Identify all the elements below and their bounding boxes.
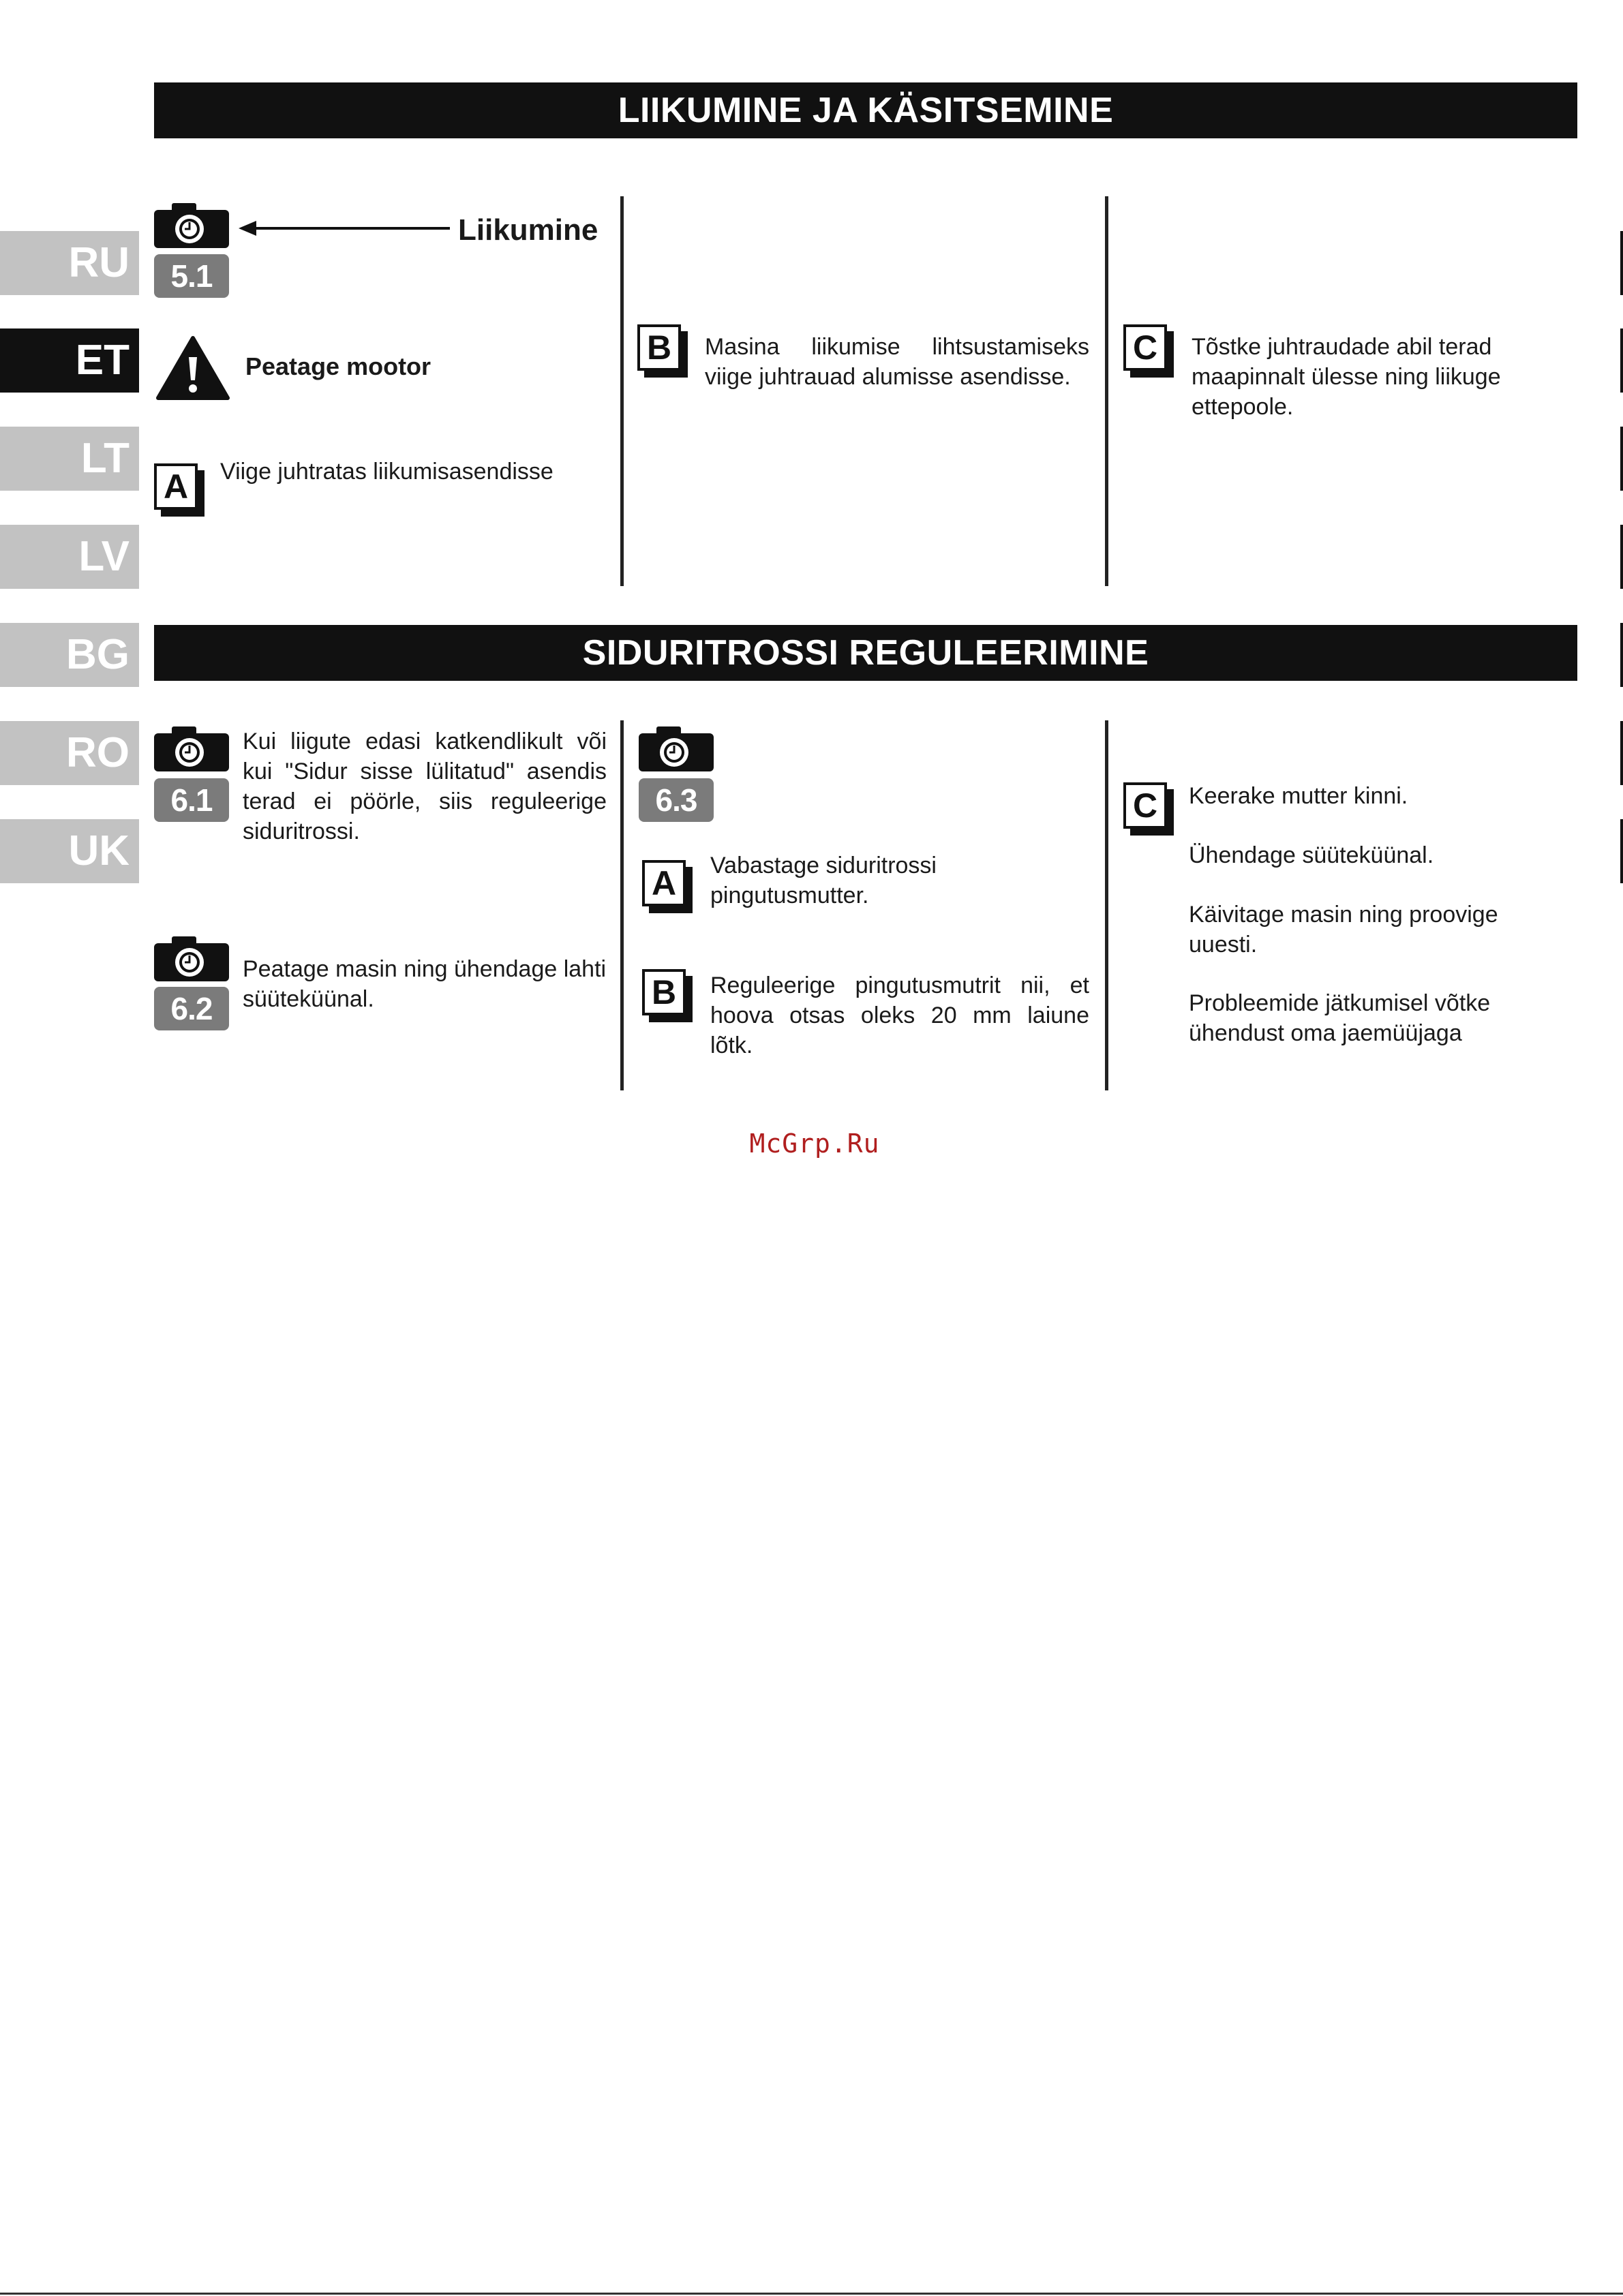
camera-icon: [639, 726, 714, 771]
lang-tab-et[interactable]: ET: [0, 328, 139, 393]
step-text: Masina liikumise lihtsustamiseks viige juhtrauad alumisse asendisse.: [705, 334, 1089, 390]
column-divider: [620, 720, 624, 1090]
lang-tab-uk[interactable]: UK: [0, 819, 139, 883]
step-text: Keerake mutter kinni.: [1189, 783, 1408, 809]
step-letter-box: B: [642, 969, 686, 1015]
lang-tab-ro[interactable]: RO: [0, 721, 139, 785]
callout-arrow: [254, 227, 450, 230]
step-text: Reguleerige pingutusmutrit nii, et hoova otsas oleks 20 mm laiune lõtk.: [710, 973, 1089, 1058]
step-text: Vabastage siduritrossi pingutusmutter.: [710, 853, 937, 908]
step-letter-box: C: [1123, 324, 1167, 371]
camera-icon: [154, 726, 229, 771]
warning-text: Peatage mootor: [245, 352, 431, 380]
instruction-text: Käivitage masin ning proovige uuesti.: [1189, 902, 1498, 958]
step-letter-box: C: [1123, 782, 1167, 829]
photo-caption: Kui liigute edasi katkendlikult või kui "Sidur sisse lülitatud" asendis terad ei pöörle, siis reguleerige siduritrossi.: [243, 729, 607, 844]
camera-icon: [154, 936, 229, 981]
section-title-clutch: SIDURITROSSI REGULEERIMINE: [154, 625, 1577, 681]
page-bottom-rule: [0, 2293, 1623, 2295]
edge-tick: [1620, 721, 1623, 785]
column-divider: [1105, 196, 1108, 586]
edge-tick: [1620, 623, 1623, 687]
photo-number-badge: 6.1: [154, 778, 229, 822]
photo-number-badge: 6.2: [154, 987, 229, 1030]
edge-tick: [1620, 231, 1623, 295]
photo-number-badge: 6.3: [639, 778, 714, 822]
step-letter-box: B: [637, 324, 681, 371]
edge-tick: [1620, 819, 1623, 883]
lang-tab-ru[interactable]: RU: [0, 231, 139, 295]
lang-tab-lt[interactable]: LT: [0, 427, 139, 491]
step-letter-box: A: [154, 463, 198, 510]
step-text: Viige juhtratas liikumisasendisse: [220, 459, 553, 485]
lang-tab-bg[interactable]: BG: [0, 623, 139, 687]
photo-number-badge: 5.1: [154, 254, 229, 298]
warning-triangle-icon: [155, 335, 230, 401]
edge-tick: [1620, 525, 1623, 589]
watermark: McGrp.Ru: [749, 1129, 880, 1159]
column-divider: [620, 196, 624, 586]
edge-tick: [1620, 427, 1623, 491]
camera-icon: [154, 203, 229, 248]
callout-label: Liikumine: [458, 213, 598, 247]
column-divider: [1105, 720, 1108, 1090]
section-title-movement: LIIKUMINE JA KÄSITSEMINE: [154, 82, 1577, 138]
instruction-text: Ühendage süüteküünal.: [1189, 842, 1434, 868]
instruction-text: Probleemide jätkumisel võtke ühendust oma jaemüüjaga: [1189, 990, 1491, 1046]
photo-caption: Peatage masin ning ühendage lahti süüteküünal.: [243, 956, 607, 1012]
lang-tab-lv[interactable]: LV: [0, 525, 139, 589]
step-text: Tõstke juhtraudade abil terad maapinnalt ülesse ning liikuge ettepoole.: [1192, 334, 1501, 420]
edge-tick: [1620, 328, 1623, 393]
step-letter-box: A: [642, 860, 686, 906]
